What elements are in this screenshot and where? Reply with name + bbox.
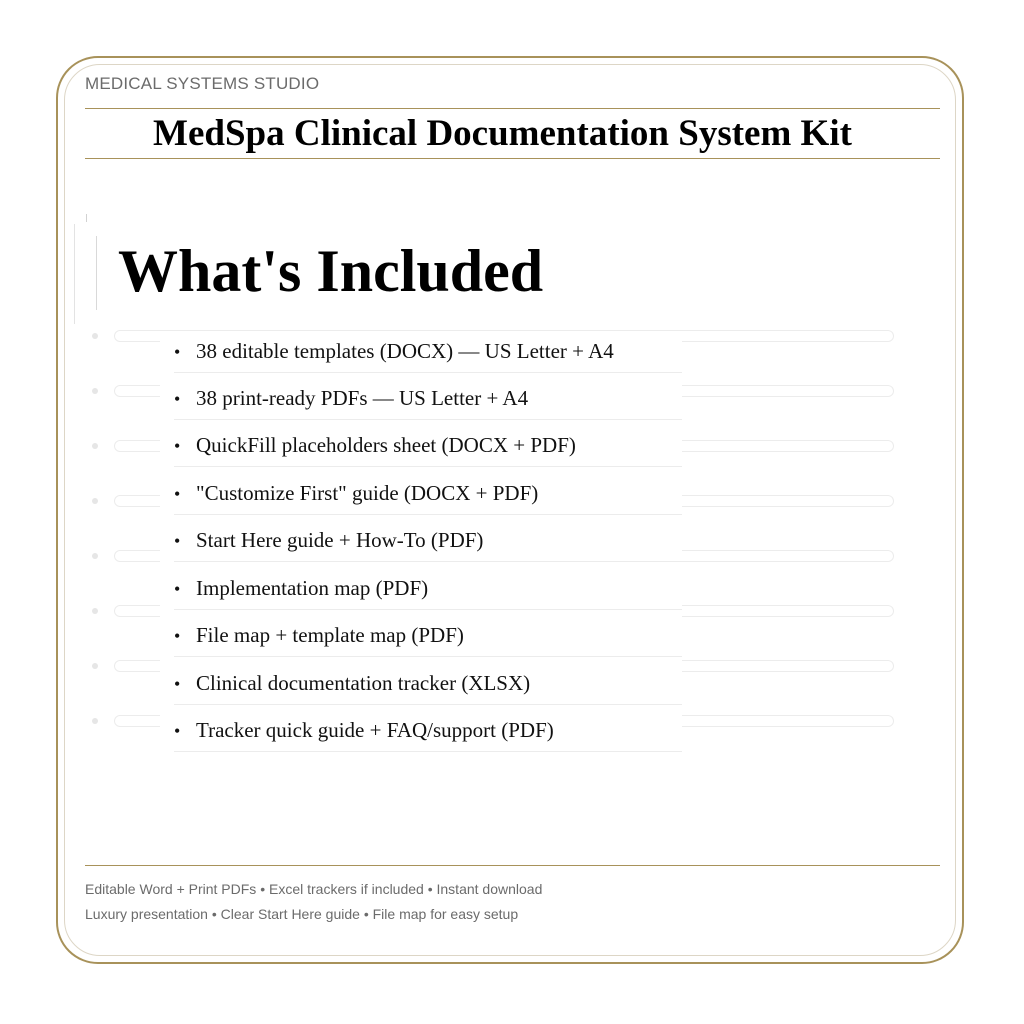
accent-bar [96,236,97,310]
bullet-icon: • [174,436,181,456]
list-item [174,715,554,745]
bullet-icon: • [174,389,181,409]
row-separator [174,466,682,467]
list-item [174,668,530,698]
footer-line-2: Luxury presentation • Clear Start Here guide • File map for easy setup [85,906,519,922]
list-item [174,430,576,460]
ghost-row-dot [92,498,98,504]
list-item [174,620,464,650]
footer-line-1: Editable Word + Print PDFs • Excel trackers if included • Instant download [85,881,543,897]
row-separator [174,609,682,610]
ghost-row-dot [92,663,98,669]
bullet-icon: • [174,531,181,551]
row-separator [174,419,682,420]
row-separator [174,751,682,752]
ghost-row-dot [92,718,98,724]
list-item-label: "Customize First" guide (DOCX + PDF) [196,481,539,505]
list-item-label: QuickFill placeholders sheet (DOCX + PDF) [196,433,576,457]
ghost-row-dot [92,553,98,559]
bullet-icon: • [174,721,181,741]
section-heading: What's Included [118,238,544,304]
bullet-icon: • [174,626,181,646]
list-item [174,336,614,366]
list-item [174,478,538,508]
row-separator [174,514,682,515]
accent-tick [86,214,87,222]
studio-label: MEDICAL SYSTEMS STUDIO [85,74,320,93]
ghost-row-dot [92,443,98,449]
ghost-row-dot [92,608,98,614]
list-item [174,573,428,603]
list-item [174,383,528,413]
bullet-icon: • [174,674,181,694]
bullet-icon: • [174,579,181,599]
included-list-panel [160,336,682,744]
row-separator [174,561,682,562]
list-item [174,525,483,555]
bullet-icon: • [174,484,181,504]
header-rule-bottom [85,158,940,159]
list-item-label: Clinical documentation tracker (XLSX) [196,671,531,695]
list-item-label: 38 print-ready PDFs — US Letter + A4 [196,386,529,410]
accent-bar [74,224,75,324]
list-item-label: Implementation map (PDF) [196,576,429,600]
kit-title: MedSpa Clinical Documentation System Kit [153,113,852,154]
footer-rule [85,865,940,866]
list-item-label: 38 editable templates (DOCX) — US Letter + A4 [196,339,614,363]
list-item-label: Start Here guide + How-To (PDF) [196,528,484,552]
bullet-icon: • [174,342,181,362]
row-separator [174,656,682,657]
ghost-row-dot [92,388,98,394]
ghost-row-dot [92,333,98,339]
row-separator [174,372,682,373]
list-item-label: File map + template map (PDF) [196,623,464,647]
row-separator [174,704,682,705]
header-rule-top [85,108,940,109]
list-item-label: Tracker quick guide + FAQ/support (PDF) [196,718,554,742]
